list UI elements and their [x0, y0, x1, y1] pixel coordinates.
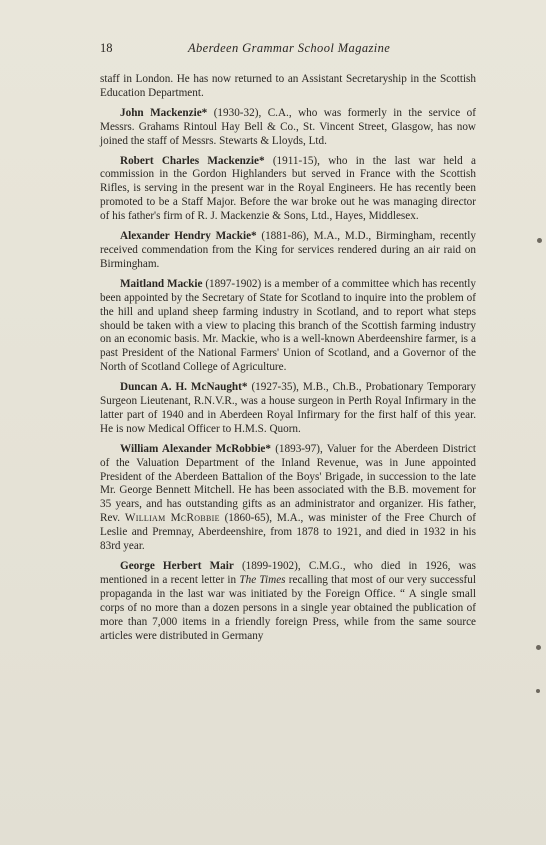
person-name: Alexander Hendry Mackie* [120, 230, 257, 243]
running-title: Aberdeen Grammar School Magazine [188, 41, 391, 55]
article-body [100, 73, 476, 649]
page-number: 18 [100, 41, 113, 55]
paragraph [100, 381, 476, 437]
paragraph [100, 560, 476, 643]
paragraph-text: (1860-65), M.A., was minister of the Free Church of Leslie and Premnay, Aberdeenshire, from 1878 to 1921, and died in 1932 in his 83rd year. [100, 512, 476, 553]
paragraph-text: (1927-35), M.B., Ch.B., Probationary Temporary Surgeon Lieutenant, R.N.V.R., was a house surgeon in Perth Royal Infirmary in the latter part of 1940 and in Aberdeen Royal Infirmary for the first half of this year. He is now Medical Officer to H.M.S. Quorn. [100, 381, 476, 435]
newspaper-title: The Times [239, 573, 286, 586]
person-name: Maitland Mackie [120, 277, 203, 290]
paragraph-text: (1899-1902), C.M.G., who died in 1926, was mentioned in a recent letter in [100, 560, 476, 586]
paragraph-text: (1893-97), Valuer for the Aberdeen District of the Valuation Department of the Inland Revenue, was in June appointed President of the Aberdeen Battalion of the Boys' Brigade, in succession to the late Mr. George Bennett Mitchell. He has been associated with the B.B. movement for 35 years, and has outstanding gifts as an administrator and organizer. His father, Rev. [100, 442, 476, 525]
paragraph [100, 107, 476, 149]
paragraph-text: recalling that most of our very successful propaganda in the last war was initiated by the Foreign Office. “ A single small corps of no more than a dozen persons in a single year obtained the publication of more than 7,000 items in a friendly foreign Press, while from the same source articles were distributed in Germany [100, 573, 476, 642]
paragraph [100, 155, 476, 225]
paragraph-text: (1911-15), who in the last war held a commission in the Gordon Highlanders but served in France with the Scottish Rifles, is serving in the present war in the Royal Engineers. He has recently been promoted to be a Staff Major. Before the war broke out he was managing director of his father's firm of R. J. Mackenzie & Sons, Ltd., Hayes, Middlesex. [100, 154, 476, 223]
person-name: John Mackenzie* [120, 106, 208, 119]
paragraph [100, 230, 476, 272]
paragraph-text: (1897-1902) is a member of a committee which has recently been appointed by the Secretary of State for Scotland to inquire into the problem of the hill and upland sheep farming industry in Scotland, and to report what steps should be taken with a view to placing this branch of the Scottish farming industry on an economic basis. Mr. Mackie, who is a well-known Aberdeenshire farmer, is a past President of the National Farmers' Union of Scotland, and a Governor of the North of Scotland College of Agriculture. [100, 277, 476, 374]
paragraph-text: (1881-86), M.A., M.D., Birmingham, recently received commendation from the King for services rendered during an air raid on Birmingham. [100, 230, 476, 270]
paragraph-text: staff in London. He has now returned to an Assistant Secretaryship in the Scottish Education Department. [100, 73, 476, 99]
paragraph [100, 278, 476, 375]
margin-spot [537, 238, 542, 243]
paragraph-text: (1930-32), C.A., who was formerly in the service of Messrs. Grahams Rintoul Hay Bell & Co., St. Vincent Street, Glasgow, has now joined the staff of Messrs. Stewarts & Lloyds, Ltd. [100, 106, 476, 147]
margin-spot [536, 689, 540, 693]
person-name: Robert Charles Mackenzie* [120, 154, 265, 167]
running-header [100, 41, 480, 61]
paragraph [100, 73, 476, 101]
margin-spot [536, 645, 541, 650]
person-name: Duncan A. H. McNaught* [120, 381, 248, 394]
person-name: George Herbert Mair [120, 560, 234, 572]
smallcaps-name: William McRobbie [124, 512, 220, 525]
paragraph [100, 443, 476, 554]
person-name: William Alexander McRobbie* [120, 442, 271, 455]
